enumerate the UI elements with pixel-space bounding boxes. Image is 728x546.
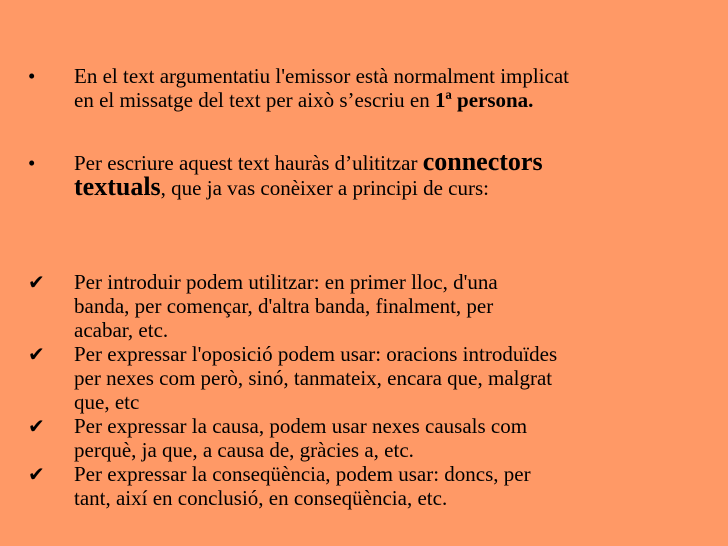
checklist-text-line: Per expressar la causa, podem usar nexes causals com	[74, 414, 528, 438]
checklist-text-line: Per expressar la conseqüència, podem usar: doncs, per	[74, 462, 531, 486]
bullet-emphasis: 1ª persona.	[434, 88, 534, 112]
checkmark-icon: ✔	[28, 342, 45, 366]
bullet-text-line: Per escriure aquest text hauràs d’ulititzar	[74, 151, 423, 175]
bullet-emphasis: textuals	[74, 172, 161, 201]
bullet-emphasis: connectors	[422, 147, 543, 176]
checklist-text-line: Per expressar l'oposició podem usar: oracions introduïdes	[74, 342, 558, 366]
checklist-item	[28, 414, 718, 462]
checklist-item	[28, 270, 718, 342]
bullet-item-first-person	[28, 64, 708, 112]
checkmark-icon: ✔	[28, 414, 45, 438]
bullet-text-line: en el missatge del text per això s’escriu en	[74, 88, 435, 112]
bullet-item-connectors	[28, 147, 708, 201]
checklist-item	[28, 342, 718, 414]
checklist-text-line: tant, així en conclusió, en conseqüència, etc.	[74, 486, 448, 510]
bullet-dot-icon: •	[28, 151, 36, 175]
checkmark-icon: ✔	[28, 462, 45, 486]
bullet-text-line: , que ja vas conèixer a principi de curs:	[160, 176, 489, 200]
checklist-text-line: banda, per començar, d'altra banda, finalment, per	[74, 294, 494, 318]
checklist-text-line: Per introduir podem utilitzar: en primer lloc, d'una	[74, 270, 498, 294]
checkmark-icon: ✔	[28, 270, 45, 294]
bullet-text-line: En el text argumentatiu l'emissor està normalment implicat	[74, 64, 570, 88]
checklist-text-line: acabar, etc.	[74, 318, 169, 342]
checklist-item	[28, 462, 718, 510]
bullet-dot-icon: •	[28, 64, 36, 88]
checklist-text-line: que, etc	[74, 390, 140, 414]
checklist	[28, 270, 718, 510]
checklist-text-line: per nexes com però, sinó, tanmateix, encara que, malgrat	[74, 366, 553, 390]
checklist-text-line: perquè, ja que, a causa de, gràcies a, etc.	[74, 438, 414, 462]
